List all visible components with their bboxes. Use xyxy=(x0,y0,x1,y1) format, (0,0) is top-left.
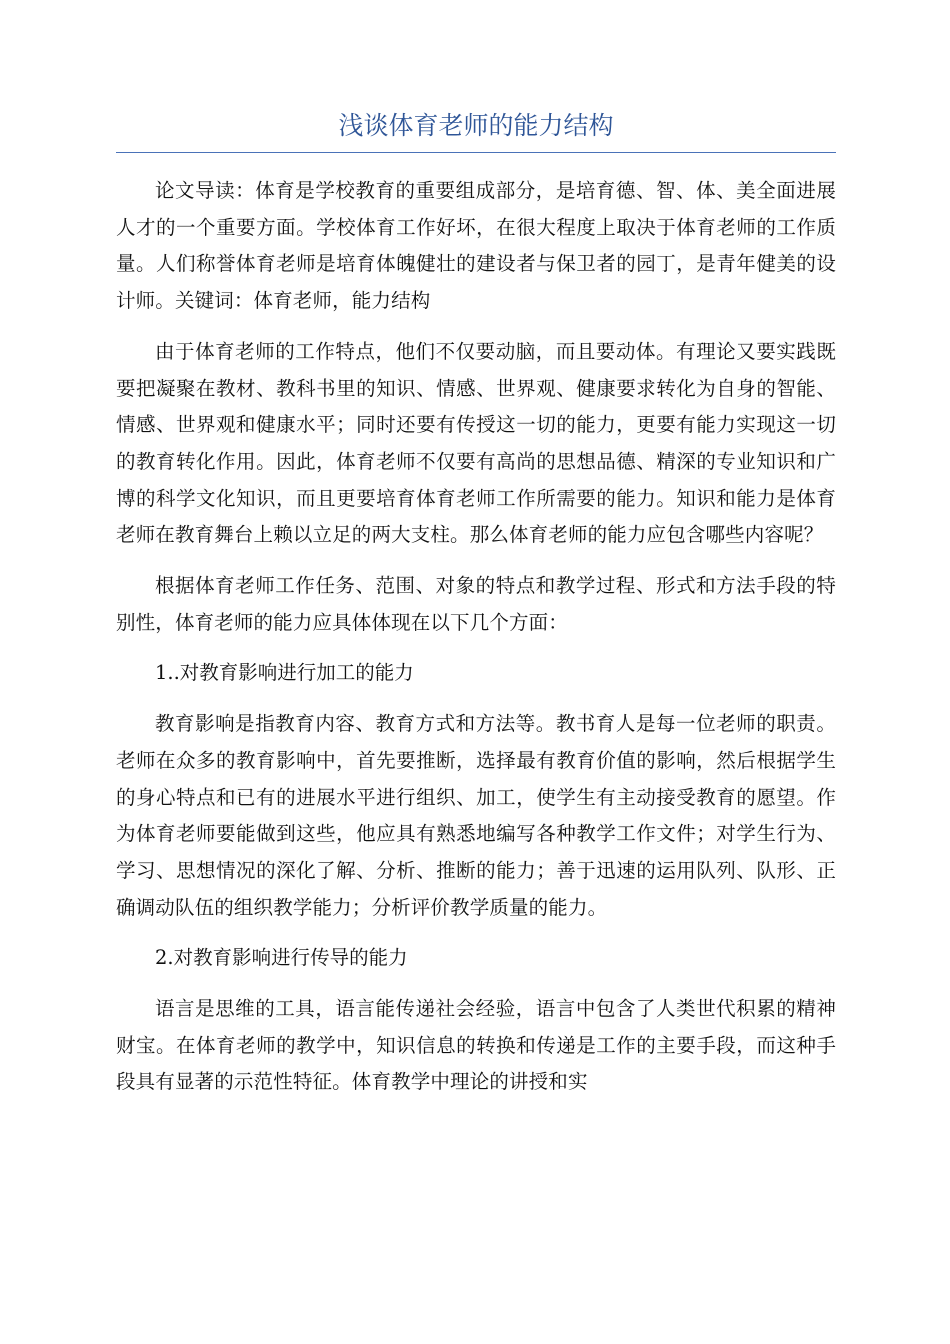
section-heading-2: 2.对教育影响进行传导的能力 xyxy=(155,946,408,970)
document-body xyxy=(116,173,836,1101)
paragraph-ability-aspects: 根据体育老师工作任务、范围、对象的特点和教学过程、形式和方法手段的特别性，体育老师的能力应具体体现在以下几个方面： xyxy=(116,574,836,634)
paragraph-work-characteristics: 由于体育老师的工作特点，他们不仅要动脑，而且要动体。有理论又要实践既要把凝聚在教材、教科书里的知识、情感、世界观、健康要求转化为自身的智能、情感、世界观和健康水平；同时还要有传授这一切的能力，更要有能力实现这一切的教育转化作用。因此，体育老师不仅要有高尚的思想品德、精深的专业知识和广博的科学文化知识，而且更要培育体育老师工作所需要的能力。知识和能力是体育老师在教育舞台上赖以立足的两大支柱。那么体育老师的能力应包含哪些内容呢？ xyxy=(116,339,836,547)
paragraph-intro: 论文导读：体育是学校教育的重要组成部分，是培育德、智、体、美全面进展人才的一个重要方面。学校体育工作好坏，在很大程度上取决于体育老师的工作质量。人们称誉体育老师是培育体魄健壮的建设者与保卫者的园丁，是青年健美的设计师。关键词：体育老师，能力结构 xyxy=(116,179,836,313)
document-title: 浅谈体育老师的能力结构 xyxy=(116,100,836,153)
paragraph-processing-ability: 教育影响是指教育内容、教育方式和方法等。教书育人是每一位老师的职责。老师在众多的教育影响中，首先要推断，选择最有教育价值的影响，然后根据学生的身心特点和已有的进展水平进行组织、加工，使学生有主动接受教育的愿望。作为体育老师要能做到这些，他应具有熟悉地编写各种教学工作文件；对学生行为、学习、思想情况的深化了解、分析、推断的能力；善于迅速的运用队列、队形、正确调动队伍的组织教学能力；分析评价教学质量的能力。 xyxy=(116,712,836,919)
section-heading-1: 1..对教育影响进行加工的能力 xyxy=(155,661,414,685)
paragraph-transmission-ability: 语言是思维的工具，语言能传递社会经验，语言中包含了人类世代积累的精神财宝。在体育老师的教学中，知识信息的转换和传递是工作的主要手段，而这种手段具有显著的示范性特征。体育教学中理论的讲授和实 xyxy=(116,997,836,1094)
document-page xyxy=(116,100,836,1115)
